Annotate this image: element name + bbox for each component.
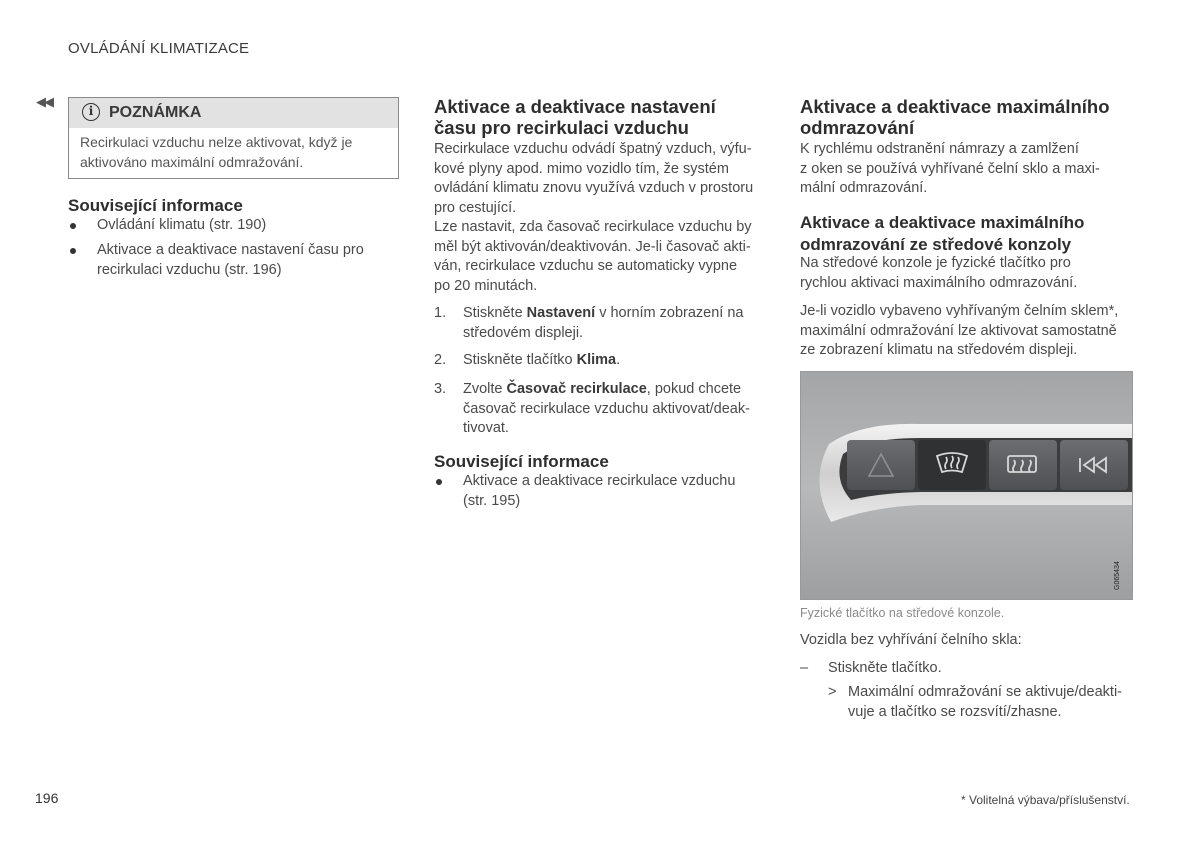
note-header [69, 98, 398, 128]
windshield-defrost-button [918, 440, 986, 490]
paragraph [800, 254, 1077, 293]
section-header: OVLÁDÁNÍ KLIMATIZACE [68, 40, 250, 57]
step-text: Stiskněte tlačítko Klima. [463, 352, 621, 368]
sub-heading [800, 212, 1084, 256]
ui-term: Nastavení [526, 305, 596, 321]
image-code: G065434 [1114, 561, 1121, 590]
continued-marker: ◀◀ [36, 94, 52, 109]
text-line: kové plyny apod. mimo vozidlo tím, že systém [434, 160, 729, 177]
result-text [848, 683, 1122, 722]
text-line: Recirkulace vzduchu odvádí špatný vzduch, výfu- [434, 141, 752, 157]
text-line: rychlou aktivaci maximálního odmrazování. [800, 274, 1078, 291]
ui-term: Časovač recirkulace [506, 381, 647, 397]
console-button-photo [800, 371, 1133, 600]
related-link[interactable]: Ovládání klimatu (str. 190) [97, 217, 267, 233]
heading-line: odmrazování ze středové konzoly [800, 235, 1072, 254]
section-heading [800, 96, 1110, 138]
text-line: ván, recirkulace vzduchu se automaticky vypne [434, 258, 738, 274]
footnote: * Volitelná výbava/příslušenství. [961, 793, 1130, 807]
text-line: ovládání klimatu znovu využívá vzduch v prostoru [434, 180, 754, 196]
section-heading [434, 96, 716, 138]
note-box [68, 97, 399, 179]
paragraph [800, 140, 1100, 199]
console-illustration [801, 372, 1133, 600]
paragraph [434, 140, 753, 218]
result-marker: > [828, 684, 837, 700]
step-text: Stiskněte Nastavení v horním zobrazení na středovém displeji. [463, 304, 744, 343]
step-text: Zvolte Časovač recirkulace, pokud chcete časovač recirkulace vzduchu aktivovat/deak- tivovat. [463, 380, 750, 439]
note-line: aktivováno maximální odmražování. [80, 154, 304, 170]
related-heading: Související informace [68, 196, 243, 215]
text-line: Lze nastavit, zda časovač recirkulace vzduchu by [434, 219, 752, 235]
heading-line: času pro recirkulaci vzduchu [434, 117, 689, 138]
step-number: 3. [434, 381, 447, 397]
step-number: 1. [434, 305, 447, 321]
paragraph [434, 218, 752, 296]
text-line: po 20 minutách. [434, 277, 538, 294]
related-link[interactable] [97, 241, 387, 280]
note-text [80, 132, 380, 172]
step-number: 2. [434, 352, 447, 368]
page-number: 196 [35, 790, 59, 806]
text-line: pro cestující. [434, 199, 517, 216]
related-link-line: recirkulaci vzduchu (str. 196) [97, 261, 282, 278]
note-title: POZNÁMKA [109, 104, 202, 121]
text-line: Je-li vozidlo vybaveno vyhřívaným čelním sklem*, [800, 303, 1119, 319]
heading-line: Aktivace a deaktivace maximálního [800, 213, 1085, 232]
text-line: Maximální odmražování se aktivuje/deakti- [848, 684, 1123, 700]
related-link-line: (str. 195) [463, 492, 521, 509]
text-line: maximální odmražování lze aktivovat samostatně [800, 322, 1117, 339]
bullet [70, 223, 76, 229]
ui-term: Klima [576, 352, 617, 368]
bullet [436, 479, 442, 485]
related-link-line: Aktivace a deaktivace recirkulace vzduchu [463, 473, 736, 489]
bullet [70, 248, 76, 254]
text-line: vuje a tlačítko se rozsvítí/zhasne. [848, 703, 1062, 720]
dash-item: Stiskněte tlačítko. [828, 660, 942, 676]
text-line: časovač recirkulace vzduchu aktivovat/deak- [463, 400, 750, 417]
paragraph [800, 302, 1118, 361]
text-line: měl být aktivován/deaktivován. Je-li časovač akti- [434, 238, 751, 255]
image-caption: Fyzické tlačítko na středové konzole. [800, 606, 1005, 620]
text-line: středovém displeji. [463, 324, 584, 341]
heading-line: Aktivace a deaktivace nastavení [434, 96, 716, 117]
paragraph: Vozidla bez vyhřívání čelního skla: [800, 632, 1022, 648]
note-line: Recirkulaci vzduchu nelze aktivovat, když je [80, 134, 353, 150]
dash-marker: – [800, 660, 809, 676]
related-link-line: Aktivace a deaktivace nastavení času pro [97, 242, 364, 258]
text-line: K rychlému odstranění námrazy a zamlžení [800, 141, 1079, 157]
text-line: tivovat. [463, 420, 509, 436]
heading-line: odmrazování [800, 117, 915, 138]
info-circle-icon: i [82, 103, 100, 121]
heading-line: Aktivace a deaktivace maximálního [800, 96, 1110, 117]
text-line: ze zobrazení klimatu na středovém displeji. [800, 342, 1078, 358]
related-heading: Související informace [434, 452, 609, 471]
related-link[interactable] [463, 472, 735, 511]
text-line: mální odmrazování. [800, 180, 928, 196]
text-line: Na středové konzole je fyzické tlačítko pro [800, 255, 1071, 271]
text-line: z oken se používá vyhřívané čelní sklo a maxi- [800, 160, 1100, 177]
hazard-button [847, 440, 915, 490]
